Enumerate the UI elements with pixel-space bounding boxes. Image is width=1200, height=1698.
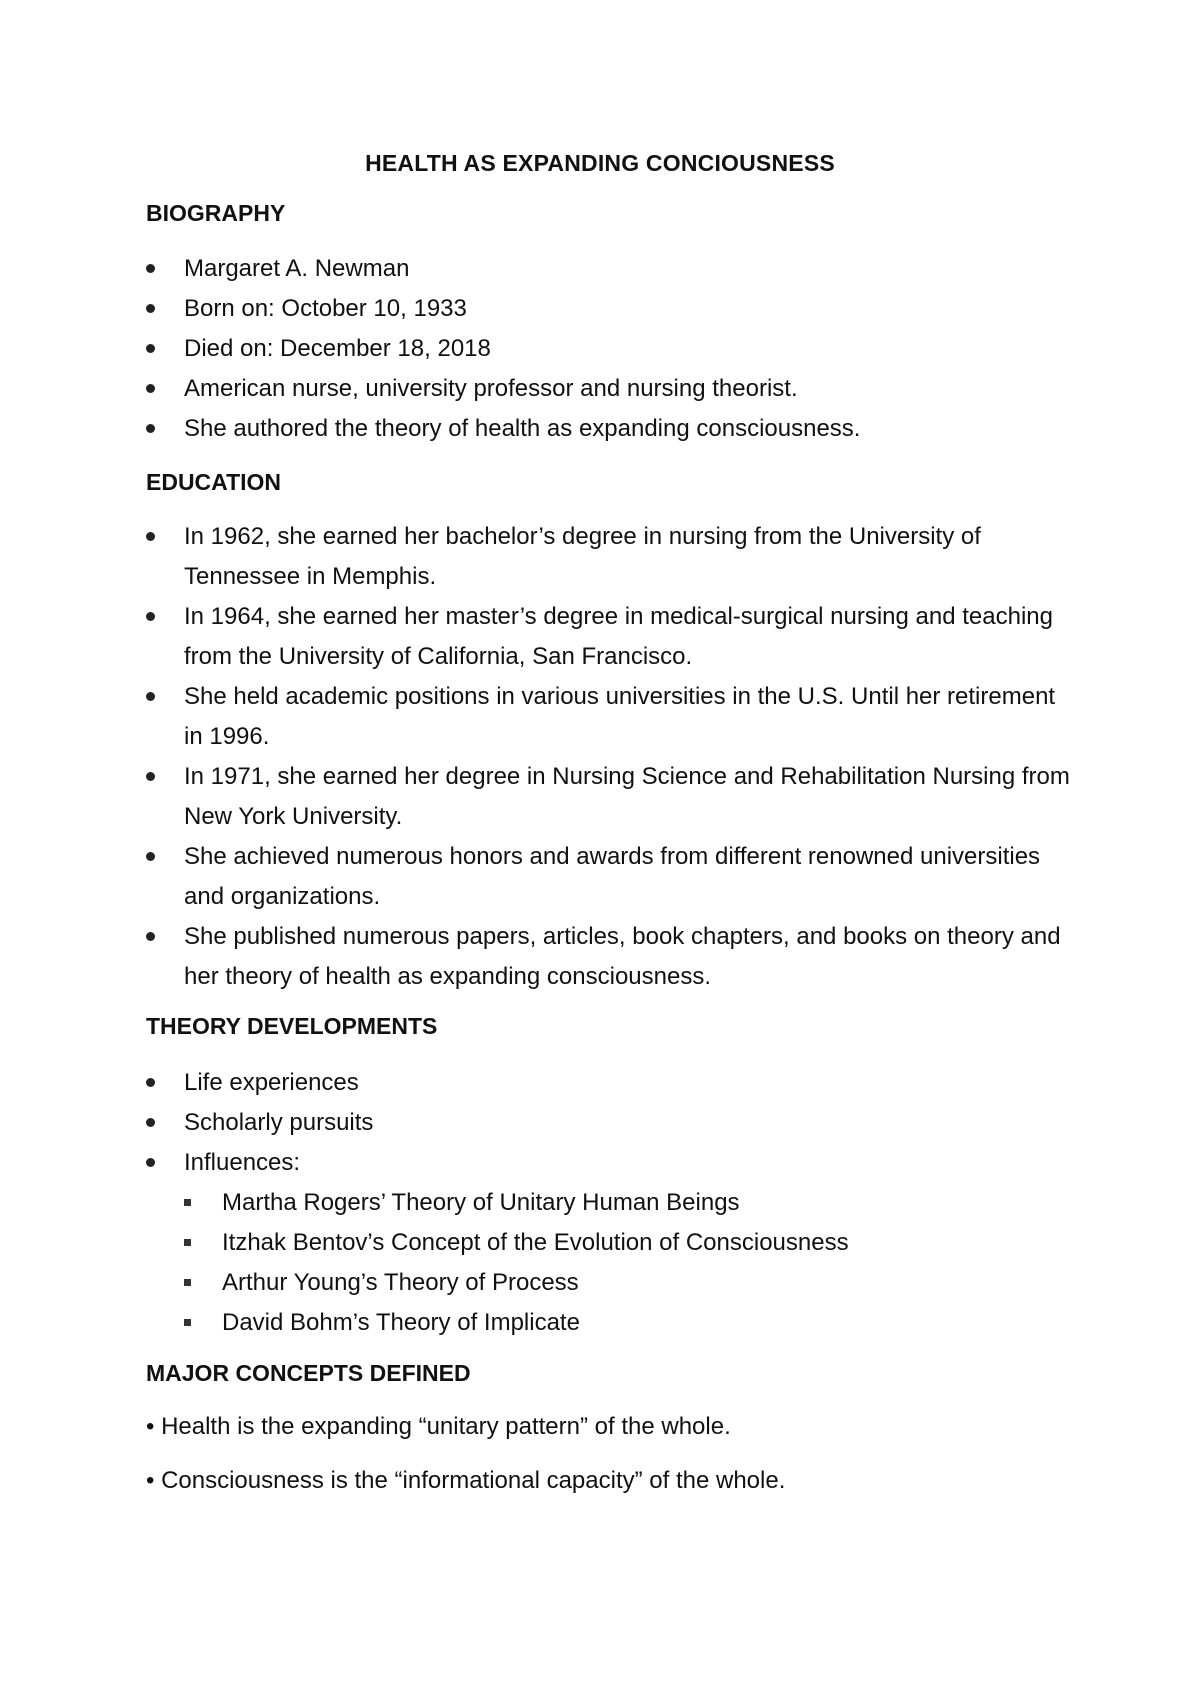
biography-list <box>146 249 1076 449</box>
square-bullet-icon <box>184 1239 191 1246</box>
list-item: She achieved numerous honors and awards from different renowned universities and organizations. <box>146 837 1076 917</box>
bullet-icon <box>146 1078 155 1087</box>
bullet-icon <box>146 852 155 861</box>
bullet-icon <box>146 264 155 273</box>
theory-list <box>146 1063 1076 1343</box>
biography-heading: BIOGRAPHY <box>146 200 286 226</box>
influences-list <box>184 1183 1076 1343</box>
list-item: In 1964, she earned her master’s degree in medical-surgical nursing and teaching from the University of California, San Francisco. <box>146 597 1076 677</box>
bullet-icon <box>146 932 155 941</box>
list-item: She held academic positions in various universities in the U.S. Until her retirement in 1996. <box>146 677 1076 757</box>
concept-item-consciousness: • Consciousness is the “informational capacity” of the whole. <box>146 1467 786 1494</box>
bullet-icon <box>146 344 155 353</box>
list-item: In 1962, she earned her bachelor’s degree in nursing from the University of Tennessee in Memphis. <box>146 517 1076 597</box>
bullet-icon <box>146 772 155 781</box>
square-bullet-icon <box>184 1319 191 1326</box>
bullet-icon <box>146 1118 155 1127</box>
theory-heading: THEORY DEVELOPMENTS <box>146 1013 438 1039</box>
bullet-icon <box>146 612 155 621</box>
square-bullet-icon <box>184 1279 191 1286</box>
list-item: In 1971, she earned her degree in Nursing Science and Rehabilitation Nursing from New York University. <box>146 757 1076 837</box>
sub-list-item: Arthur Young’s Theory of Process <box>184 1263 1076 1303</box>
bullet-icon <box>146 424 155 433</box>
list-item: Scholarly pursuits <box>146 1103 1076 1143</box>
list-item: Life experiences <box>146 1063 1076 1103</box>
concept-item-health: • Health is the expanding “unitary pattern” of the whole. <box>146 1413 731 1440</box>
concepts-heading: MAJOR CONCEPTS DEFINED <box>146 1360 471 1386</box>
education-list <box>146 517 1076 997</box>
bullet-icon <box>146 532 155 541</box>
bullet-icon <box>146 384 155 393</box>
bullet-icon <box>146 692 155 701</box>
bullet-icon <box>146 1158 155 1167</box>
document-title: HEALTH AS EXPANDING CONCIOUSNESS <box>365 150 835 176</box>
list-item: She published numerous papers, articles, book chapters, and books on theory and her theory of health as expanding consciousness. <box>146 917 1076 997</box>
list-item: Influences: Martha Rogers’ Theory of Unitary Human Beings Itzhak Bentov’s Concept of the Evolution of Consciousness Arthur Young’s Theory of Process David Bohm’s Theory of Implicate <box>146 1143 1076 1343</box>
bullet-icon <box>146 304 155 313</box>
sub-list-item: David Bohm’s Theory of Implicate <box>184 1303 1076 1343</box>
sub-list-item: Martha Rogers’ Theory of Unitary Human Beings <box>184 1183 1076 1223</box>
square-bullet-icon <box>184 1199 191 1206</box>
list-item: Margaret A. Newman <box>146 249 1076 289</box>
list-item: She authored the theory of health as expanding consciousness. <box>146 409 1076 449</box>
list-item: Died on: December 18, 2018 <box>146 329 1076 369</box>
list-item: Born on: October 10, 1933 <box>146 289 1076 329</box>
education-heading: EDUCATION <box>146 469 282 495</box>
sub-list-item: Itzhak Bentov’s Concept of the Evolution of Consciousness <box>184 1223 1076 1263</box>
list-item: American nurse, university professor and nursing theorist. <box>146 369 1076 409</box>
